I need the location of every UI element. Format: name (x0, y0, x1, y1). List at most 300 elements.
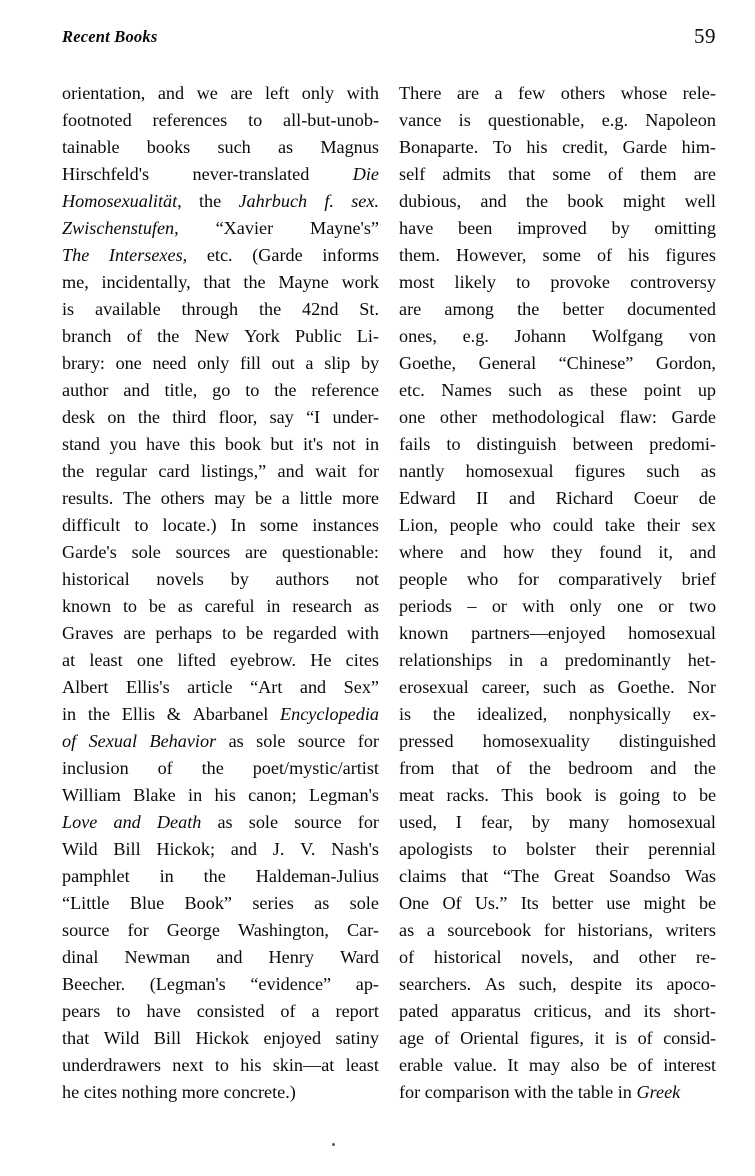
word: not (355, 569, 379, 589)
word: “I (306, 407, 321, 427)
word: the (201, 758, 224, 778)
word: from (399, 758, 435, 778)
word: admits (442, 164, 491, 184)
text-line (62, 269, 379, 296)
word: historians, (577, 920, 653, 940)
word: figures (665, 245, 716, 265)
word: II (476, 488, 489, 508)
word: branch (62, 326, 112, 346)
word: Johann (514, 326, 567, 346)
word: bolster (526, 839, 576, 859)
word: interest (663, 1055, 716, 1075)
text-line (399, 215, 716, 242)
text-line (62, 161, 379, 188)
word: etc. (399, 380, 425, 400)
word: pears (62, 1001, 101, 1021)
word: (Legman's (149, 974, 226, 994)
word: known (399, 623, 449, 643)
word: New (194, 326, 229, 346)
word: credit, (562, 137, 609, 157)
word: periods (399, 596, 452, 616)
word: report (335, 1001, 379, 1021)
word: to (446, 434, 461, 454)
word: are (123, 623, 146, 643)
word: Washington, (237, 920, 329, 940)
text-line (399, 701, 716, 728)
text-line (62, 620, 379, 647)
word: the (87, 704, 111, 724)
text-line (62, 539, 379, 566)
word: historical (62, 569, 130, 589)
word: short- (673, 1001, 716, 1021)
word: “The (502, 866, 540, 886)
text-line (62, 674, 379, 701)
word: how (503, 542, 535, 562)
word: locate.) (162, 515, 217, 535)
word: Goethe, (399, 353, 457, 373)
word: at (62, 650, 76, 670)
word: with (346, 623, 379, 643)
word: to (245, 380, 260, 400)
word: with (514, 1082, 547, 1102)
word: Sexual (88, 731, 138, 751)
scan-speck (332, 1143, 335, 1146)
word: brief (681, 569, 716, 589)
word: Ellis's (125, 677, 170, 697)
word: few (518, 83, 546, 103)
word: for (357, 731, 379, 751)
word: of (607, 164, 624, 184)
word: Garde (671, 407, 716, 427)
word: I (455, 812, 462, 832)
word: Coeur (633, 488, 679, 508)
word: f. (324, 191, 334, 211)
word: Lion, (399, 515, 438, 535)
word: Li- (356, 326, 379, 346)
word: more (341, 488, 379, 508)
word: (Garde (252, 245, 303, 265)
text-line (399, 107, 716, 134)
word: that (203, 272, 231, 292)
word: the (62, 461, 85, 481)
word: bedroom (568, 758, 633, 778)
word: and (123, 380, 150, 400)
word: book (224, 434, 261, 454)
word: only (301, 83, 335, 103)
word: sex. (351, 191, 379, 211)
word: Wild (62, 839, 98, 859)
word: might (643, 893, 686, 913)
word: Love (62, 812, 98, 832)
text-line (62, 350, 379, 377)
word: take (604, 515, 636, 535)
word: of (157, 758, 173, 778)
word: we (196, 83, 218, 103)
word: meat (399, 785, 434, 805)
text-line (399, 269, 716, 296)
word: of (637, 1028, 653, 1048)
text-line (399, 728, 716, 755)
word: regarded (273, 623, 337, 643)
word: are (245, 542, 268, 562)
word: the (203, 866, 226, 886)
word: be (610, 1055, 628, 1075)
word: vance (399, 110, 442, 130)
word: the (693, 758, 716, 778)
word: “Xavier (215, 218, 274, 238)
word: Garde (622, 137, 668, 157)
word: Mayne's” (310, 218, 379, 238)
text-line (62, 80, 379, 107)
word: under- (332, 407, 379, 427)
word: sole (349, 893, 379, 913)
text-line (399, 944, 716, 971)
word: Ward (340, 947, 379, 967)
word: card (158, 461, 190, 481)
word: Behavior (149, 731, 217, 751)
word: In (230, 515, 246, 535)
word: inclusion (62, 758, 129, 778)
text-line (62, 323, 379, 350)
word: figures, (529, 1028, 584, 1048)
word: for (517, 569, 539, 589)
word: Soandso (608, 866, 671, 886)
word: Legman's (308, 785, 379, 805)
word: Hirschfeld's (62, 164, 150, 184)
text-line (399, 188, 716, 215)
word: such, (518, 974, 557, 994)
word: novels, (521, 947, 574, 967)
word: up (697, 380, 716, 400)
word: lifted (177, 650, 216, 670)
column-right (399, 80, 716, 1106)
word: or (658, 596, 674, 616)
word: for (399, 1082, 421, 1102)
word: to (516, 272, 531, 292)
text-line (399, 512, 716, 539)
word: of (280, 1001, 296, 1021)
word: of (399, 947, 415, 967)
word: questionable: (281, 542, 379, 562)
text-line (399, 566, 716, 593)
word: To (492, 137, 512, 157)
text-line (399, 485, 716, 512)
word: poet/mystic/artist (252, 758, 379, 778)
text-line (399, 593, 716, 620)
word: third (172, 407, 207, 427)
word: satiny (335, 1028, 379, 1048)
text-line (399, 809, 716, 836)
text-line (62, 647, 379, 674)
word: need (152, 353, 187, 373)
word: V. (300, 839, 316, 859)
word: them. (399, 245, 440, 265)
word: others (560, 83, 606, 103)
text-line (62, 701, 379, 728)
word: little (299, 488, 333, 508)
word: Intersexes, (108, 245, 188, 265)
column-left (62, 80, 379, 1106)
text-line (399, 539, 716, 566)
word: sourcebook (447, 920, 532, 940)
word: that (451, 758, 479, 778)
text-line (399, 296, 716, 323)
text-line (62, 782, 379, 809)
word: its (643, 1001, 661, 1021)
word: Hickok; (156, 839, 216, 859)
word: He (310, 650, 332, 670)
word: de (698, 488, 716, 508)
text-line (62, 1079, 379, 1106)
text-line (62, 215, 379, 242)
word: ones, (399, 326, 437, 346)
word: be (698, 785, 716, 805)
word: you (109, 434, 137, 454)
word: other (439, 407, 478, 427)
word: source (297, 731, 346, 751)
text-line (62, 242, 379, 269)
word: as (399, 920, 415, 940)
word: “Art (250, 677, 283, 697)
word: is (615, 1028, 627, 1048)
word: flaw: (619, 407, 657, 427)
word: author (62, 380, 109, 400)
word: Garde's (62, 542, 117, 562)
word: regular (95, 461, 148, 481)
word: re- (695, 947, 716, 967)
word: source (62, 920, 110, 940)
word: skin—at (272, 1055, 335, 1075)
text-line (399, 404, 716, 431)
word: questionable, (488, 110, 585, 130)
word: distinguish (476, 434, 557, 454)
text-line (399, 755, 716, 782)
word: Bonaparte. (399, 137, 479, 157)
word: homosexual (628, 623, 716, 643)
word: two (688, 596, 716, 616)
word: point (643, 380, 682, 400)
word: historical (433, 947, 502, 967)
word: dubious, (399, 191, 462, 211)
word: Great (553, 866, 595, 886)
word: one (115, 353, 142, 373)
word: Nash's (331, 839, 379, 859)
word: instances (312, 515, 379, 535)
word: one (136, 650, 164, 670)
word: e.g. (462, 326, 489, 346)
word: Die (352, 164, 379, 184)
word: concrete.) (223, 1082, 296, 1102)
word: – (467, 596, 477, 616)
word: predomi- (649, 434, 716, 454)
text-line (62, 512, 379, 539)
word: book (567, 191, 604, 211)
word: its (635, 974, 653, 994)
word: One (399, 893, 430, 913)
word: not (332, 434, 356, 454)
word: William (62, 785, 121, 805)
word: in (62, 704, 77, 724)
word: found (599, 542, 642, 562)
word: George (166, 920, 220, 940)
text-line (62, 593, 379, 620)
word: fill (239, 353, 261, 373)
word: by (531, 812, 550, 832)
word: slip (324, 353, 351, 373)
word: nothing (121, 1082, 178, 1102)
word: perhaps (155, 623, 213, 643)
word: some (552, 164, 591, 184)
word: Bill (113, 839, 141, 859)
word: people (449, 515, 499, 535)
word: could (552, 515, 594, 535)
text-line (62, 917, 379, 944)
word: be (148, 596, 166, 616)
word: homosexual (465, 461, 554, 481)
word: the (528, 758, 551, 778)
text-line (62, 431, 379, 458)
word: available (95, 299, 161, 319)
text-line (399, 1052, 716, 1079)
word: the (243, 272, 266, 292)
word: the (258, 299, 282, 319)
word: ap- (355, 974, 379, 994)
word: least (89, 650, 123, 670)
word: be (246, 623, 264, 643)
word: etc. (206, 245, 233, 265)
word: Its (520, 893, 539, 913)
text-line (399, 431, 716, 458)
word: as (589, 677, 605, 697)
word: only (569, 596, 602, 616)
word: Book” (184, 893, 233, 913)
word: me, (62, 272, 89, 292)
word: apparatus (451, 1001, 521, 1021)
word: between (572, 434, 634, 454)
word: that (508, 164, 536, 184)
word: and (689, 542, 716, 562)
word: age (399, 1028, 424, 1048)
word: “Chinese” (558, 353, 634, 373)
word: Beecher. (62, 974, 126, 994)
word: figures (574, 461, 626, 481)
text-line (399, 890, 716, 917)
word: It (507, 1055, 519, 1075)
word: pated (399, 1001, 439, 1021)
word: their (595, 839, 629, 859)
text-line (62, 944, 379, 971)
word: by (360, 353, 379, 373)
word: references (152, 110, 228, 130)
word: have (399, 218, 434, 238)
word: with (346, 83, 379, 103)
word: Graves (62, 623, 114, 643)
word: to (214, 1055, 229, 1075)
word: controversy (630, 272, 716, 292)
word: him- (681, 137, 716, 157)
word: in (188, 785, 203, 805)
word: by (611, 218, 630, 238)
word: Wild (103, 1028, 140, 1048)
text-line (62, 566, 379, 593)
word: sources (175, 542, 231, 562)
word: is (62, 299, 75, 319)
word: as (314, 893, 330, 913)
word: Haldeman-Julius (255, 866, 379, 886)
word: relationships (399, 650, 492, 670)
word: incidentally, (101, 272, 191, 292)
word: well (684, 191, 716, 211)
word: Nor (687, 677, 716, 697)
word: for (357, 461, 379, 481)
text-line (399, 620, 716, 647)
text-line (62, 458, 379, 485)
word: for (127, 920, 149, 940)
word: are (399, 299, 422, 319)
word: Abarbanel (192, 704, 269, 724)
word: he (62, 1082, 80, 1102)
word: Car- (347, 920, 379, 940)
word: of (126, 326, 142, 346)
word: but (270, 434, 294, 454)
word: title, (164, 380, 198, 400)
page-number: 59 (694, 24, 716, 48)
running-head (62, 24, 716, 51)
word: it (594, 1028, 605, 1048)
word: value. (453, 1055, 497, 1075)
word: wait (315, 461, 347, 481)
word: desk (62, 407, 95, 427)
word: a (426, 920, 435, 940)
word: pressed (399, 731, 454, 751)
word: Sex” (343, 677, 379, 697)
word: these (589, 380, 628, 400)
word: listings,” (201, 461, 267, 481)
word: tainable (62, 137, 120, 157)
text-line (399, 161, 716, 188)
word: to (116, 1001, 131, 1021)
word: of (434, 1028, 450, 1048)
word: the (432, 704, 456, 724)
word: and (604, 1001, 631, 1021)
word: and (216, 947, 243, 967)
word: Of (442, 893, 462, 913)
word: of (637, 1055, 653, 1075)
word: consisted (196, 1001, 265, 1021)
word: been (458, 218, 493, 238)
word: distinguished (618, 731, 716, 751)
word: research (292, 596, 353, 616)
word: and (230, 839, 258, 859)
word: to (248, 110, 263, 130)
word: book (545, 785, 582, 805)
word: a (539, 650, 548, 670)
word: article (187, 677, 233, 697)
word: Wolfgang (591, 326, 664, 346)
word: Blake (133, 785, 176, 805)
word: might (622, 191, 666, 211)
word: and (157, 83, 185, 103)
word: in (508, 650, 523, 670)
text-line (399, 350, 716, 377)
word: authors (275, 569, 330, 589)
text-line (62, 188, 379, 215)
word: and (460, 542, 487, 562)
word: whose (620, 83, 668, 103)
text-line (62, 998, 379, 1025)
word: by (230, 569, 249, 589)
word: enjoyed (263, 1028, 322, 1048)
